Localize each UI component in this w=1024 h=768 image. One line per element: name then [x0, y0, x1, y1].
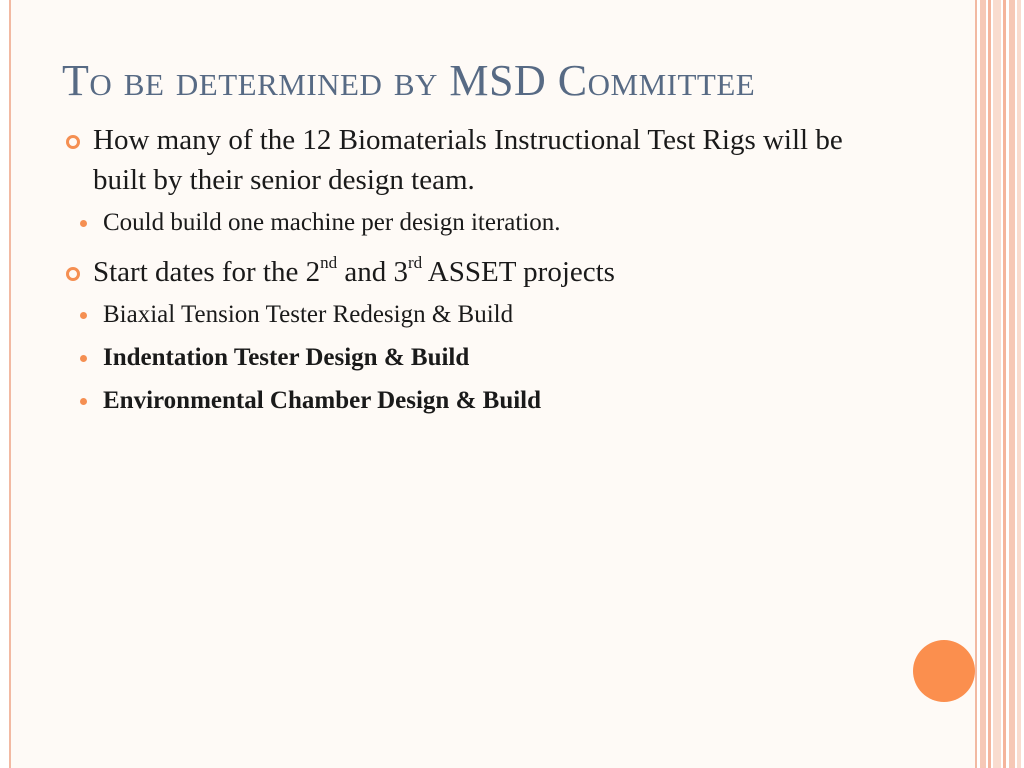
sub-bullet-list [62, 206, 882, 240]
sub-bullet-text: Biaxial Tension Tester Redesign & Build [103, 301, 514, 328]
dot-bullet-icon [80, 220, 87, 227]
sub-list-container [62, 206, 882, 240]
dot-bullet-icon [80, 312, 87, 319]
bullet-text-part: Start dates for the 2 [93, 256, 321, 288]
dot-bullet-icon [80, 398, 87, 405]
decorative-stripe [1017, 0, 1021, 768]
decorative-stripe [993, 0, 1001, 768]
bullet-list [62, 120, 882, 418]
ring-bullet-icon [66, 267, 80, 281]
decorative-stripe [1009, 0, 1015, 768]
sub-bullet-item [93, 384, 882, 418]
sub-bullet-item [93, 341, 882, 375]
bullet-item [62, 120, 882, 200]
decorative-stripe [1003, 0, 1006, 768]
superscript: rd [407, 253, 423, 273]
sub-bullet-text: Could build one machine per design iteration. [103, 209, 561, 236]
decorative-stripe [980, 0, 986, 768]
superscript: nd [320, 253, 338, 273]
sub-bullet-text: Environmental Chamber Design & Build [103, 387, 542, 414]
decorative-stripe [988, 0, 991, 768]
sub-bullet-item [93, 298, 882, 332]
decorative-circle [913, 640, 975, 702]
ring-bullet-icon [66, 135, 80, 149]
sub-list-container [62, 298, 882, 418]
dot-bullet-icon [80, 355, 87, 362]
bullet-text: How many of the 12 Biomaterials Instructional Test Rigs will be built by their senior design team. [93, 124, 843, 196]
sub-bullet-list [62, 298, 882, 418]
slide-title: To be determined by MSD Committee [62, 56, 756, 105]
bullet-text-part: ASSET projects [422, 256, 615, 288]
bullet-item [62, 252, 882, 292]
bullet-text [93, 253, 615, 288]
bullet-text-part: and 3 [337, 256, 408, 288]
sub-bullet-text: Indentation Tester Design & Build [103, 344, 470, 371]
slide-content [62, 120, 882, 430]
sub-bullet-item [93, 206, 882, 240]
